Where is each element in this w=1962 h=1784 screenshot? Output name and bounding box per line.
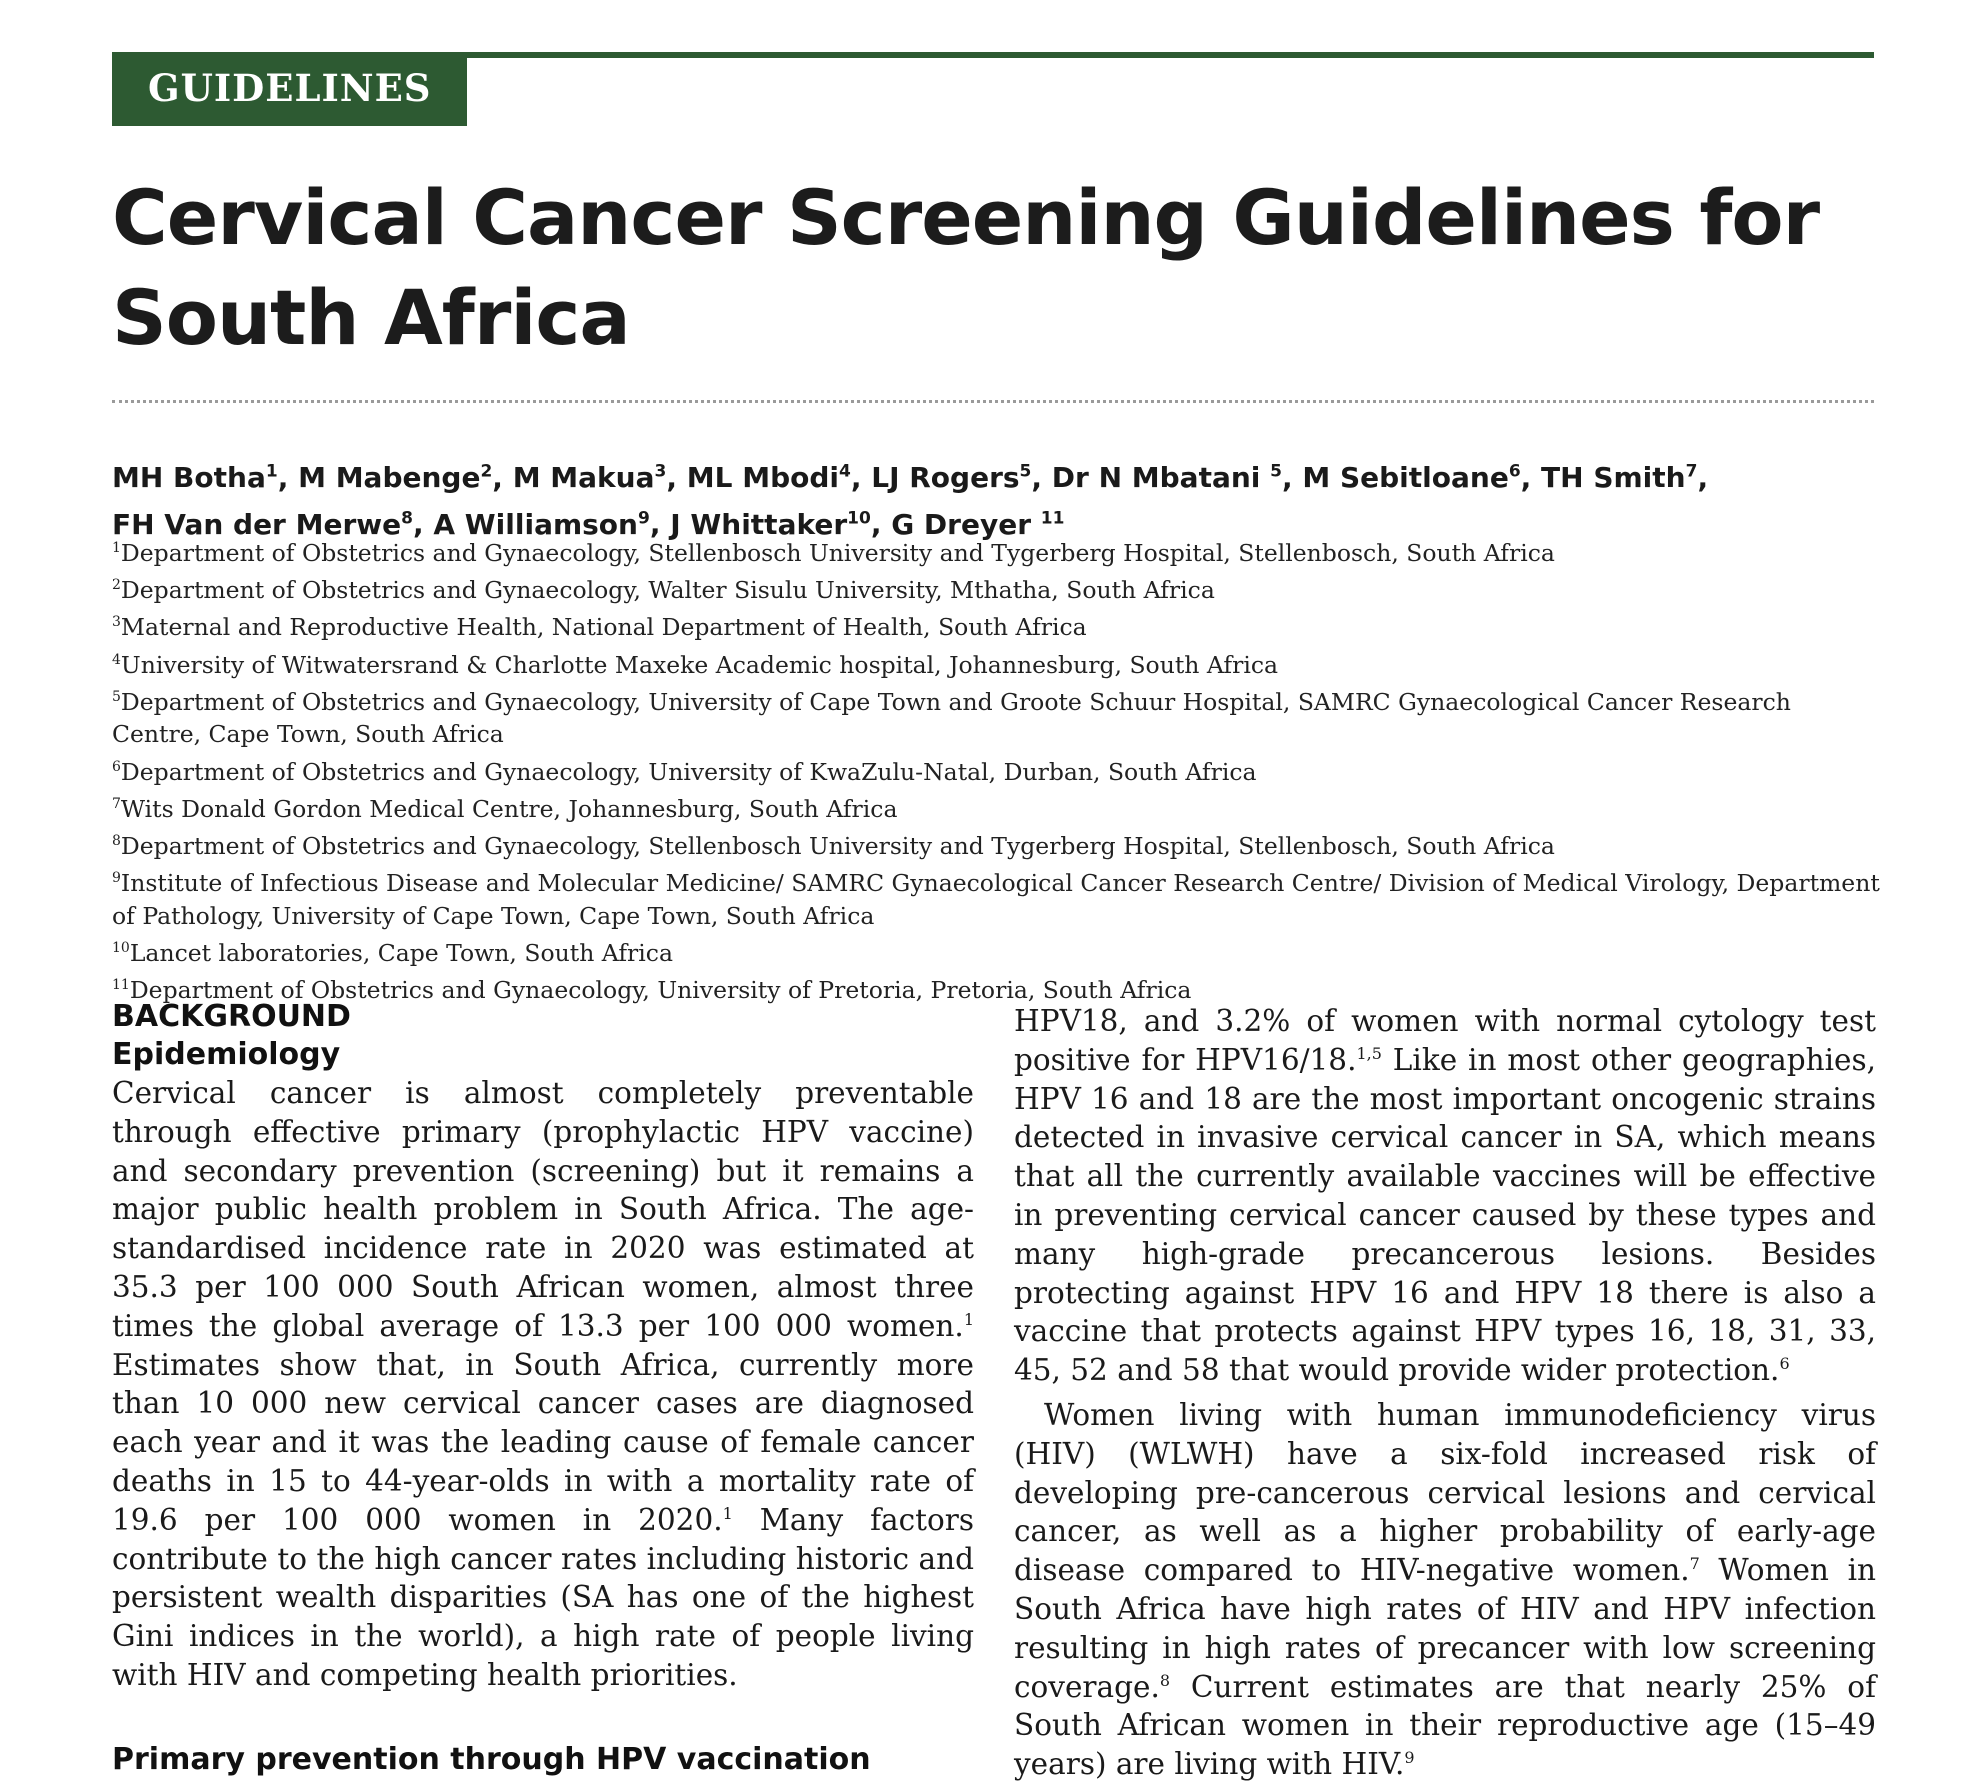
primary-prevention-heading: Primary prevention through HPV vaccination [112,1741,871,1777]
left-column [112,998,974,1779]
affiliation: $^2$Department of Obstetrics and Gynaecology, Walter Sisulu University, Mthatha, South Africa [112,576,1215,605]
background-heading: BACKGROUND [112,999,351,1034]
affiliation: $^5$Department of Obstetrics and Gynaecology, University of Cape Town and Groote Schuur Hospital, SAMRC Gynaecological Cancer Research Centre, Cape Town, South Africa [112,687,1791,749]
author: M Makua$^3$ [512,461,667,495]
article-title: Cervical Cancer Screening Guidelines for South Africa [112,173,1820,362]
author: LJ Rogers$^5$ [871,461,1032,495]
affiliation: $^9$Institute of Infectious Disease and Molecular Medicine/ SAMRC Gynaecological Cancer Research Centre/ Division of Medical Virology, Department of Pathology, University of Cape Town, Cape Town, South Africa [112,869,1880,930]
affiliation: $^{10}$Lancet laboratories, Cape Town, South Africa [112,938,673,967]
author: G Dreyer $^{11}$ [891,507,1065,541]
author: J Whittaker$^{10}$ [670,507,871,541]
hpv-strains-paragraph: HPV18, and 3.2% of women with normal cytology test positive for HPV16/18.$^{1,5}$ Like in most other geographies, HPV 16 and 18 are the most important oncogenic strains detected in invasive cervical cancer in SA, which means that all the currently available vaccines will be effective in preventing cervical cancer caused by these types and many high-grade precancerous lesions. Besides protecting against HPV 16 and HPV 18 there is also a vaccine that protects against HPV types 16, 18, 31, 33, 45, 52 and 58 that would provide wider protection.$^6$ [1014,1004,1876,1388]
section-tag-label: GUIDELINES [148,66,432,110]
affiliation: $^6$Department of Obstetrics and Gynaecology, University of KwaZulu-Natal, Durban, South Africa [112,757,1257,786]
author: TH Smith$^7$ [1541,461,1698,495]
epidemiology-heading: Epidemiology [112,1037,341,1072]
right-column [1014,1002,1876,1784]
affiliation: $^{11}$Department of Obstetrics and Gynaecology, University of Pretoria, Pretoria, South Africa [112,975,1192,1004]
author: ML Mbodi$^4$ [686,461,851,495]
author: A Williamson$^9$ [433,507,650,541]
affiliation: $^7$Wits Donald Gordon Medical Centre, Johannesburg, South Africa [112,794,898,823]
section-tag [112,52,467,126]
author: FH Van der Merwe$^8$ [112,507,413,541]
affiliation: $^8$Department of Obstetrics and Gynaecology, Stellenbosch University and Tygerberg Hospital, Stellenbosch, South Africa [112,831,1555,860]
affiliation: $^4$University of Witwatersrand & Charlotte Maxeke Academic hospital, Johannesburg, South Africa [112,650,1279,679]
title-divider [112,400,1874,403]
affiliation: $^1$Department of Obstetrics and Gynaecology, Stellenbosch University and Tygerberg Hospital, Stellenbosch, South Africa [112,538,1555,567]
hiv-paragraph: Women living with human immunodeficiency virus (HIV) (WLWH) have a six-fold increased risk of developing pre-cancerous cervical lesions and cervical cancer, as well as a higher probability of early-age disease compared to HIV-negative women.$^7$ Women in South Africa have high rates of HIV and HPV infection resulting in high rates of precancer with low screening coverage.$^8$ Current estimates are that nearly 25% of South African women in their reproductive age (15–49 years) are living with HIV.$^9$ [1014,1397,1877,1782]
epidemiology-paragraph: Cervical cancer is almost completely preventable through effective primary (prophylactic HPV vaccine) and secondary prevention (screening) but it remains a major public health problem in South Africa. The age-standardised incidence rate in 2020 was estimated at 35.3 per 100 000 South African women, almost three times the global average of 13.3 per 100 000 women.$^1$ Estimates show that, in South Africa, currently more than 10 000 new cervical cancer cases are diagnosed each year and it was the leading cause of female cancer deaths in 15 to 44-year-olds in with a mortality rate of 19.6 per 100 000 women in 2020.$^1$ Many factors contribute to the high cancer rates including historic and persistent wealth disparities (SA has one of the highest Gini indices in the world), a high rate of people living with HIV and competing health priorities. [112,1076,974,1692]
affiliation-list [112,532,1882,1006]
author: M Mabenge$^2$ [298,461,493,495]
author: M Sebitloane$^6$ [1302,461,1521,495]
author-list: MH Botha$^1$, M Mabenge$^2$, M Makua$^3$, ML Mbodi$^4$, LJ Rogers$^5$, Dr N Mbatani $^5$, M Sebitloane$^6$, TH Smith$^7$, FH Van der Merwe$^8$, A Williamson$^9$, J Whittaker$^{10}$, G Dreyer $^{11}$ [112,461,1709,541]
author: Dr N Mbatani $^5$ [1051,461,1282,495]
author: MH Botha$^1$ [112,461,278,495]
affiliation: $^3$Maternal and Reproductive Health, National Department of Health, South Africa [112,613,1087,642]
